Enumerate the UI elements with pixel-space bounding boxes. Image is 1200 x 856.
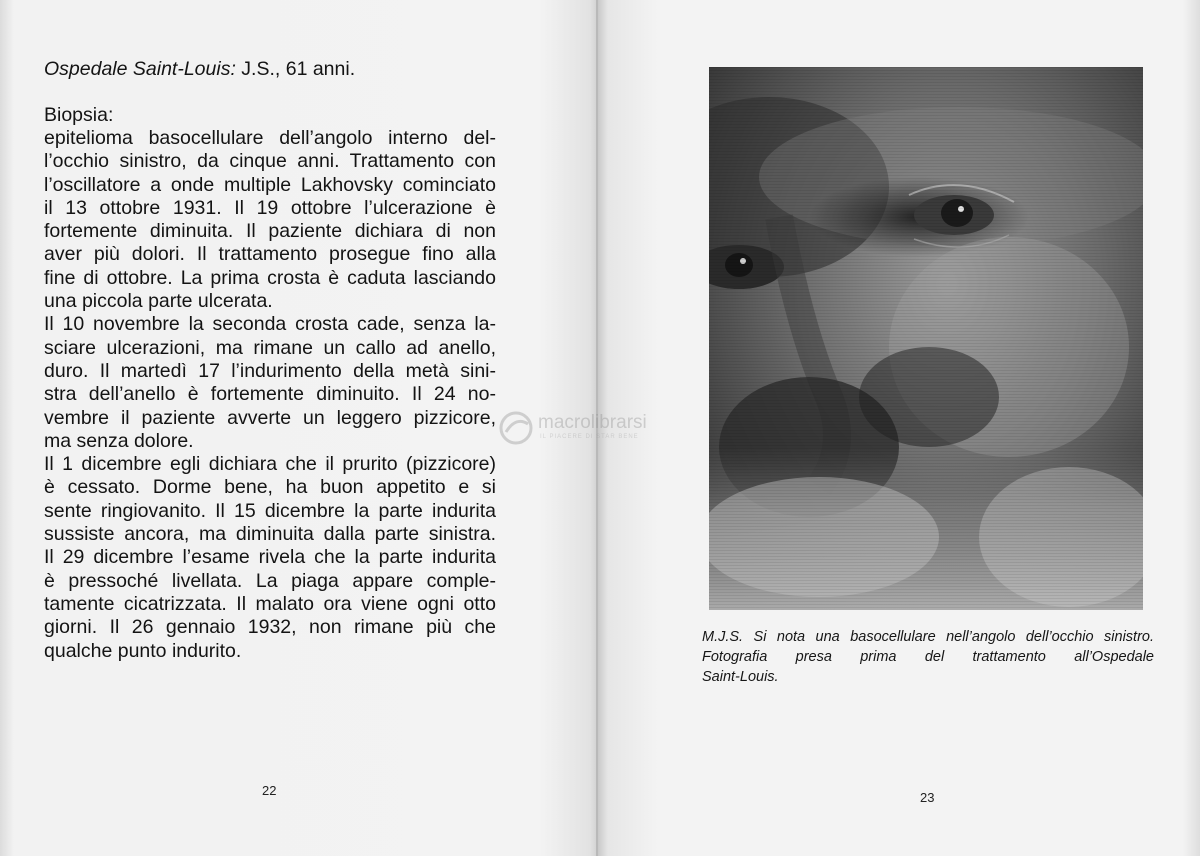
text-line: l’oscillatore a onde multiple Lakhovsky cominciato bbox=[44, 173, 496, 196]
text-line: sussiste ancora, ma diminuita dalla parte sinistra. bbox=[44, 523, 496, 546]
patient-face-photo bbox=[709, 67, 1143, 610]
hospital-name: Ospedale Saint-Louis: bbox=[44, 58, 236, 80]
caption-line: Fotografia presa prima del trattamento all’Ospedale bbox=[702, 649, 1154, 665]
text-line: Il 10 novembre la seconda crosta cade, senza la- bbox=[44, 313, 496, 336]
caption-line: M.J.S. Si nota una basocellulare nell’angolo dell’occhio sinistro. bbox=[702, 629, 1154, 645]
patient-info: J.S., 61 anni. bbox=[235, 58, 356, 80]
text-line: l’occhio sinistro, da cinque anni. Trattamento con bbox=[44, 150, 496, 173]
case-description bbox=[44, 127, 496, 663]
photo-caption bbox=[702, 627, 1154, 687]
text-line: una piccola parte ulcerata. bbox=[44, 290, 273, 313]
text-line: qualche punto indurito. bbox=[44, 639, 242, 662]
text-line: Il 29 dicembre l’esame rivela che la parte indurita bbox=[44, 546, 496, 569]
caption-line: Saint-Louis. bbox=[702, 669, 779, 685]
page-number-right: 23 bbox=[920, 790, 935, 805]
watermark bbox=[498, 408, 688, 448]
case-heading bbox=[44, 58, 355, 81]
biopsy-label: Biopsia: bbox=[44, 104, 114, 126]
watermark-subtext: IL PIACERE DI STAR BENE bbox=[540, 434, 639, 440]
watermark-logo-icon bbox=[498, 410, 536, 446]
text-line: è cessato. Dorme bene, ha buon appetito e si bbox=[44, 476, 496, 499]
text-line: fortemente diminuita. Il paziente dichiara di non bbox=[44, 220, 496, 243]
text-line: epitelioma basocellulare dell’angolo interno del- bbox=[44, 127, 496, 149]
page-number-left: 22 bbox=[262, 783, 277, 798]
text-line: ma senza dolore. bbox=[44, 429, 194, 452]
text-line: duro. Il martedì 17 l’indurimento della metà sini- bbox=[44, 359, 496, 382]
watermark-text: macrolibrarsi bbox=[538, 412, 647, 433]
text-line: stra dell’anello è fortemente diminuito. Il 24 no- bbox=[44, 383, 496, 406]
text-line: sente ringiovanito. Il 15 dicembre la parte indurita bbox=[44, 499, 496, 522]
text-line: Il 1 dicembre egli dichiara che il prurito (pizzicore) bbox=[44, 453, 496, 476]
text-line: aver più dolori. Il trattamento prosegue fino alla bbox=[44, 243, 496, 266]
text-line: il 13 ottobre 1931. Il 19 ottobre l’ulcerazione è bbox=[44, 196, 496, 219]
text-line: tamente cicatrizzata. Il malato ora viene ogni otto bbox=[44, 592, 496, 615]
text-line: è pressoché livellata. La piaga appare comple- bbox=[44, 569, 496, 592]
text-line: sciare ulcerazioni, ma rimane un callo ad anello, bbox=[44, 336, 496, 359]
text-line: giorni. Il 26 gennaio 1932, non rimane più che bbox=[44, 616, 496, 639]
text-line: fine di ottobre. La prima crosta è caduta lasciando bbox=[44, 266, 496, 289]
text-line: vembre il paziente avverte un leggero pizzicore, bbox=[44, 406, 496, 429]
